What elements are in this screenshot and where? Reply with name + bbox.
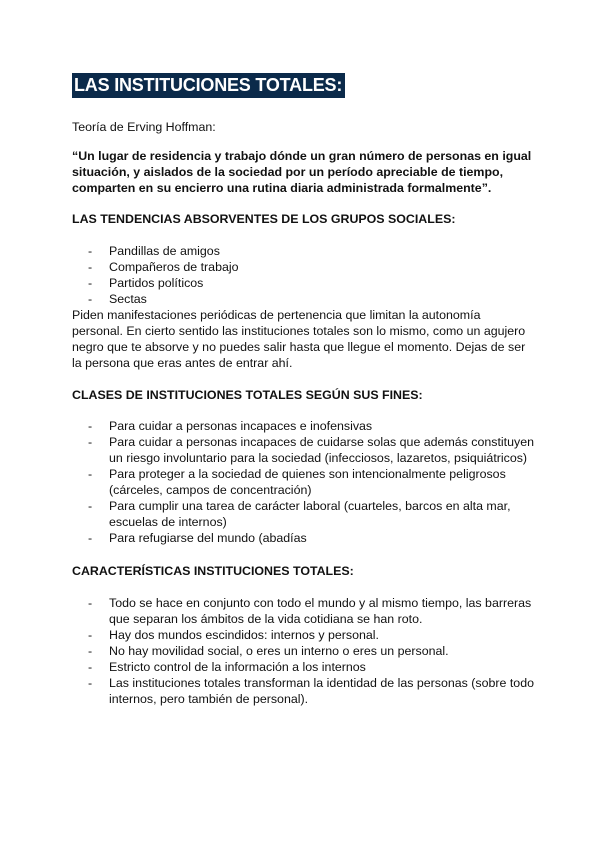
list-dash: - [88,435,93,449]
list-item [72,434,542,466]
list-dash: - [88,499,93,513]
list-dash: - [88,276,93,290]
list-item [72,675,542,707]
list-item [72,418,542,434]
list-item [72,498,542,530]
list-item [72,627,542,643]
section-heading-caracteristicas: CARACTERÍSTICAS INSTITUCIONES TOTALES: [72,564,354,578]
list-dash: - [88,244,93,258]
list-item-text: Sectas [109,292,147,306]
list-item [72,291,542,307]
definition-quote: “Un lugar de residencia y trabajo dónde un gran número de personas en igual situación, y aislados de la sociedad por un período apreciable de tiempo, comparten en su encierro una rutina diaria administrada formalmente”. [72,149,532,195]
list-item-text: Todo se hace en conjunto con todo el mundo y al mismo tiempo, las barreras que separan los ámbitos de la vida cotidiana se han roto. [109,596,532,626]
list-dash: - [88,628,93,642]
tendencias-list [72,243,542,307]
caracteristicas-list [72,595,542,707]
list-dash: - [88,260,93,274]
list-item-text: Pandillas de amigos [109,244,220,258]
list-item-text: Para proteger a la sociedad de quienes son intencionalmente peligrosos (cárceles, campos de concentración) [109,467,506,497]
section-heading-tendencias: LAS TENDENCIAS ABSORVENTES DE LOS GRUPOS SOCIALES: [72,212,456,226]
intro-text: Teoría de Erving Hoffman: [72,120,216,134]
list-item-text: Hay dos mundos escindidos: internos y personal. [109,628,379,642]
tendencias-paragraph: Piden manifestaciones periódicas de pertenencia que limitan la autonomía personal. En cierto sentido las instituciones totales son lo mismo, como un agujero negro que te absorve y no puedes salir hasta que llegue el momento. Dejas de ser la persona que eras antes de entrar ahí. [72,308,526,370]
list-dash: - [88,467,93,481]
list-item [72,275,542,291]
clases-list [72,418,542,546]
list-dash: - [88,292,93,306]
list-item [72,466,542,498]
list-item [72,243,542,259]
list-item-text: Las instituciones totales transforman la identidad de las personas (sobre todo internos, pero también de personal). [109,676,534,706]
list-item [72,643,542,659]
list-dash: - [88,531,93,545]
list-dash: - [88,596,93,610]
section-heading-clases: CLASES DE INSTITUCIONES TOTALES SEGÚN SUS FINES: [72,388,423,402]
list-item [72,530,542,546]
list-item-text: Compañeros de trabajo [109,260,239,274]
list-dash: - [88,644,93,658]
list-item-text: Para cuidar a personas incapaces e inofensivas [109,419,373,433]
list-item-text: Partidos políticos [109,276,204,290]
list-dash: - [88,676,93,690]
list-item-text: Para cumplir una tarea de carácter laboral (cuarteles, barcos en alta mar, escuelas de internos) [109,499,511,529]
list-item [72,595,542,627]
page-title: LAS INSTITUCIONES TOTALES: [72,73,345,98]
list-dash: - [88,419,93,433]
list-item-text: Para refugiarse del mundo (abadías [109,531,307,545]
list-item-text: No hay movilidad social, o eres un interno o eres un personal. [109,644,449,658]
list-item [72,259,542,275]
list-item [72,659,542,675]
list-item-text: Para cuidar a personas incapaces de cuidarse solas que además constituyen un riesgo involuntario para la sociedad (infecciosos, lazaretos, psiquiátricos) [109,435,534,465]
list-dash: - [88,660,93,674]
list-item-text: Estricto control de la información a los internos [109,660,366,674]
